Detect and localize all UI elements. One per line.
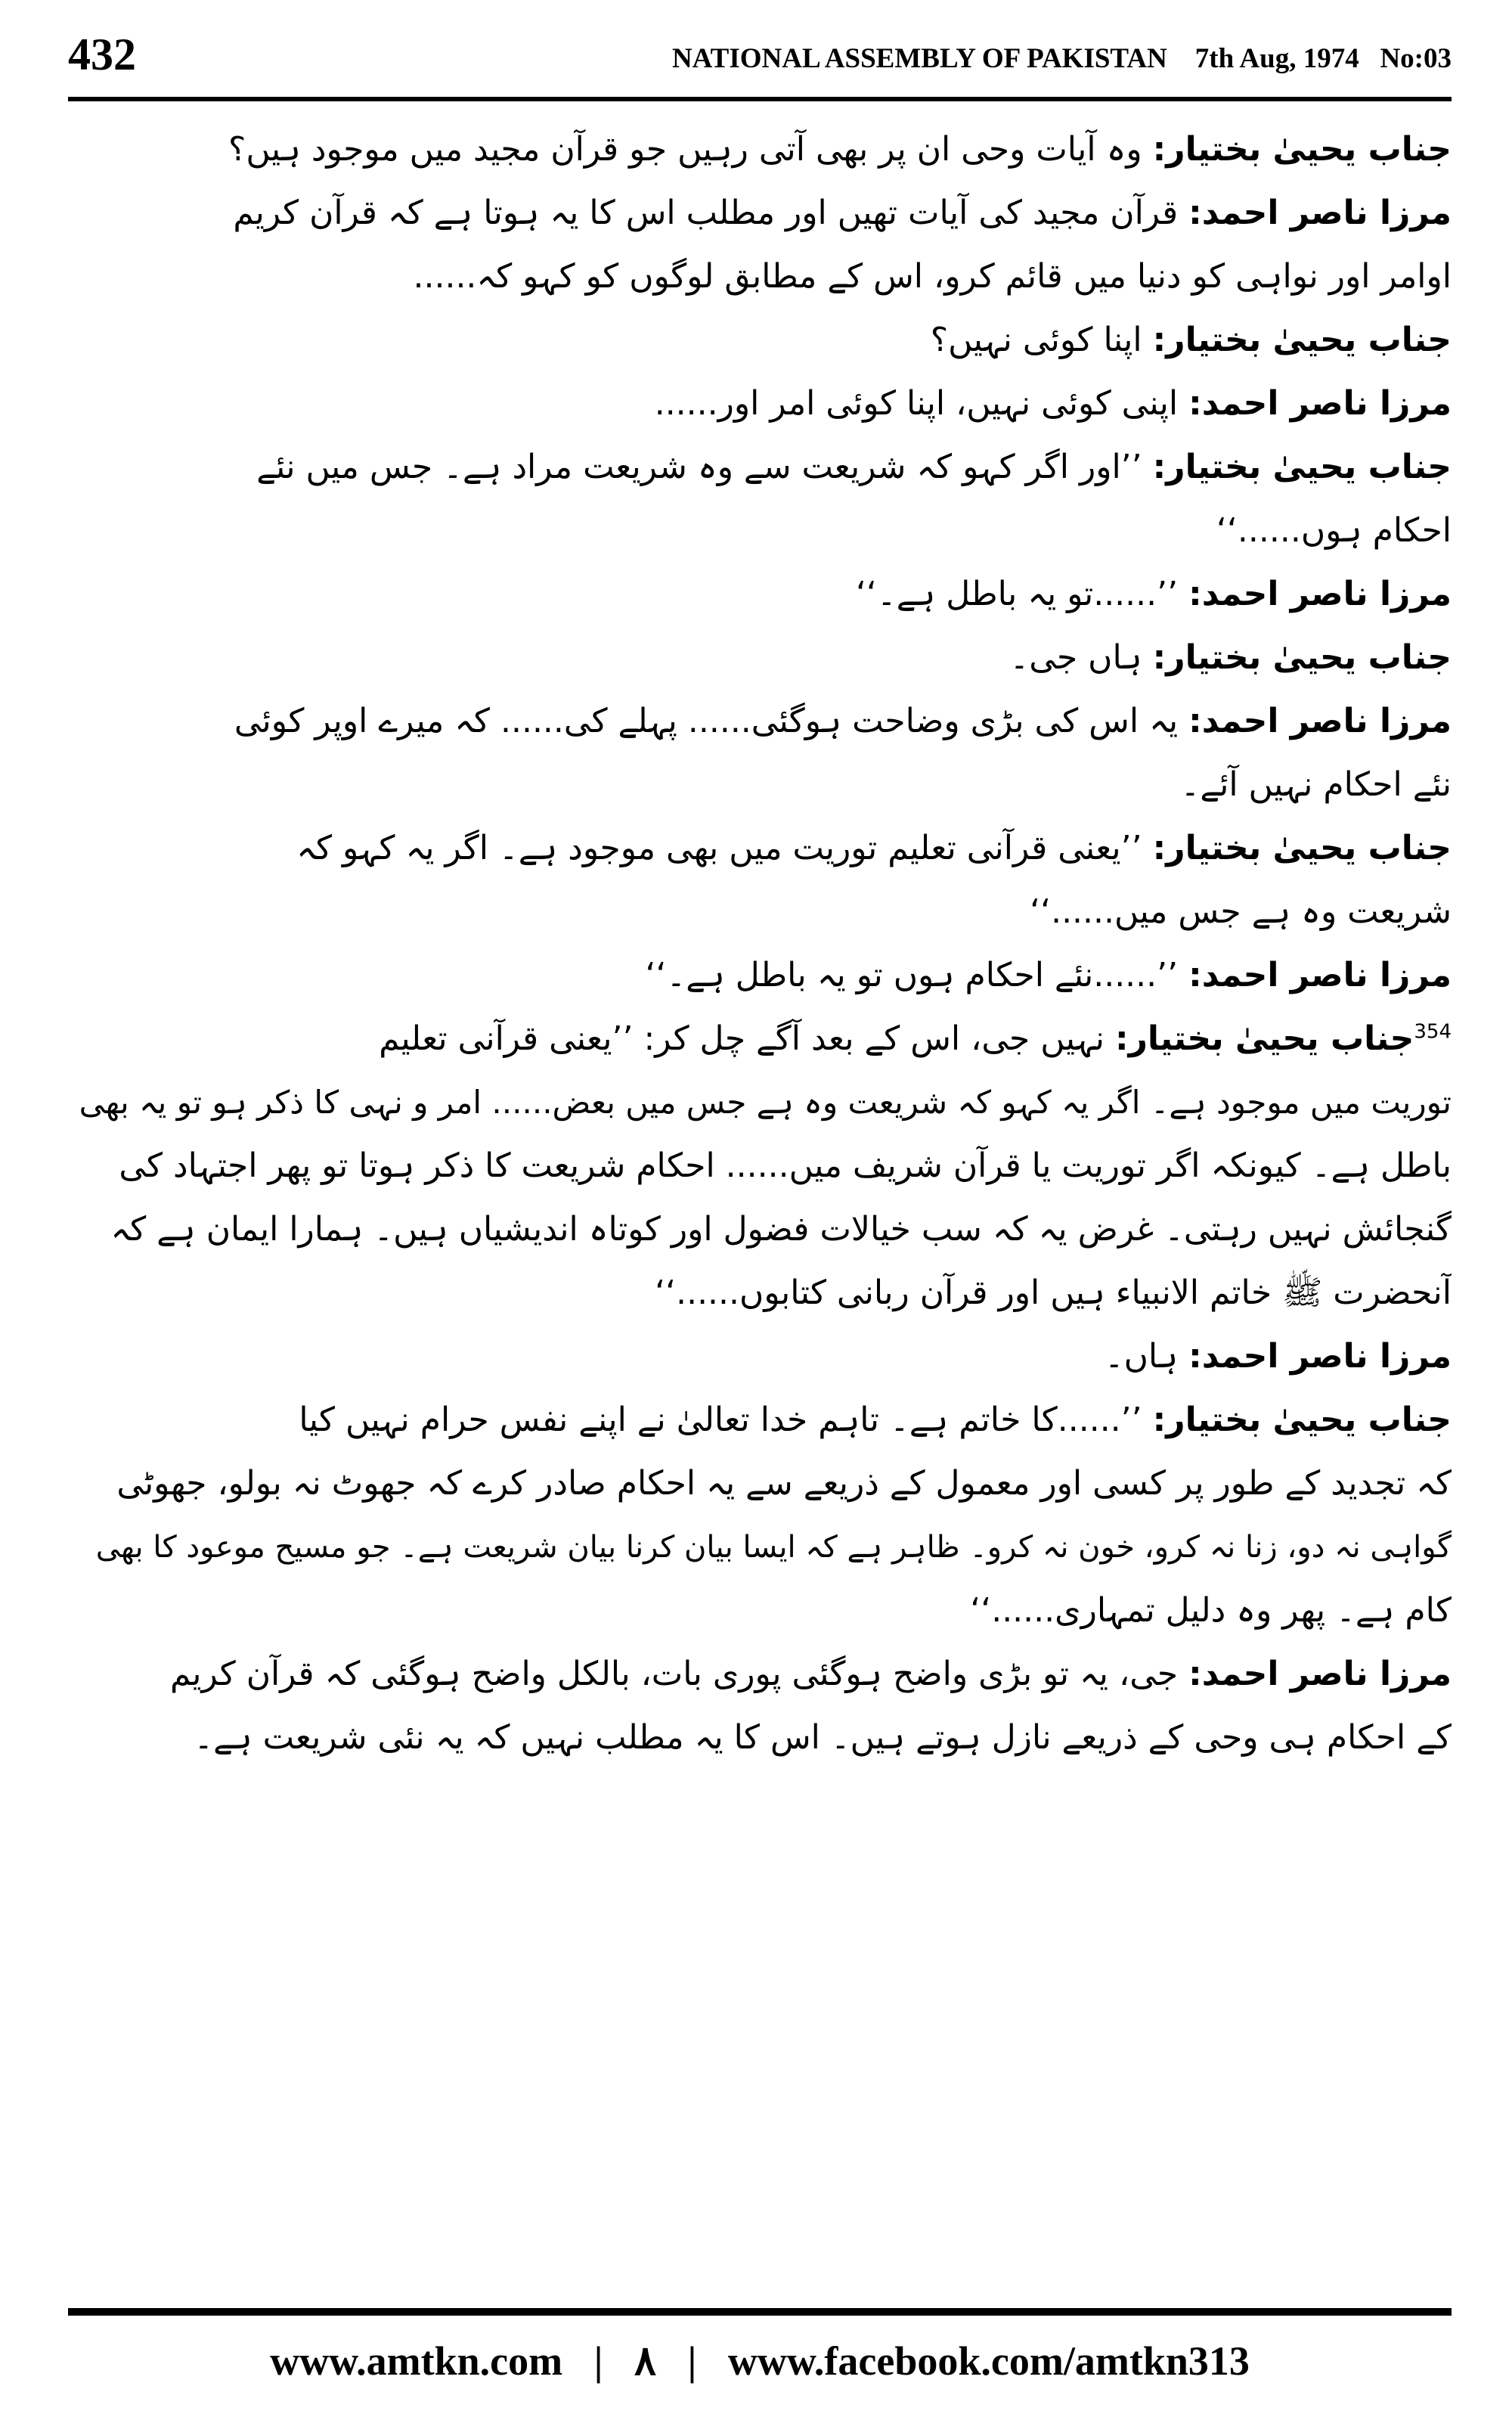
line-text: کام ہے۔ پھر وہ دلیل تمہاری......‘‘ [970, 1591, 1452, 1630]
speaker-name: مرزا ناصر احمد: [1188, 956, 1452, 994]
line-text: احکام ہوں......‘‘ [1216, 511, 1452, 550]
text-line [68, 1452, 1452, 1516]
line-text: باطل ہے۔ کیونکہ اگر توریت یا قرآن شریف میں...... احکام شریعت کا ذکر ہوتا تو پھر اجتہاد کی [119, 1146, 1452, 1185]
text-line [68, 1516, 1452, 1579]
line-text: اوامر اور نواہی کو دنیا میں قائم کرو، اس کے مطابق لوگوں کو کہو کہ...... [413, 257, 1452, 296]
text-line [68, 880, 1452, 944]
text-line [68, 372, 1452, 436]
line-text: گواہی نہ دو، زنا نہ کرو، خون نہ کرو۔ ظاہر ہے کہ ایسا بیان کرنا بیان شریعت ہے۔ جو مسیح موعود کا بھی [95, 1530, 1452, 1565]
footer-facebook-link[interactable]: www.facebook.com/amtkn313 [727, 2338, 1250, 2384]
line-text: اپنی کوئی نہیں، اپنا کوئی امر اور...... [654, 384, 1189, 423]
line-text: ’’اور اگر کہو کہ شریعت سے وہ شریعت مراد ہے۔ جس میں نئے [256, 448, 1153, 486]
line-text: قرآن مجید کی آیات تھیں اور مطلب اس کا یہ ہوتا ہے کہ قرآن کریم [233, 194, 1189, 232]
text-line [68, 245, 1452, 309]
text-line [68, 817, 1452, 880]
text-line [68, 309, 1452, 372]
running-head: NATIONAL ASSEMBLY OF PAKISTAN 7th Aug, 1974 No:03 [671, 43, 1452, 74]
text-line [68, 1071, 1452, 1134]
speaker-name: مرزا ناصر احمد: [1188, 1337, 1452, 1376]
speaker-name: جناب یحییٰ بختیار: [1152, 130, 1452, 169]
line-text: ہاں جی۔ [1009, 638, 1153, 677]
header-rule [68, 97, 1452, 101]
page-header [68, 29, 1452, 89]
footer-page-label: ٨ [634, 2338, 657, 2384]
text-line [68, 690, 1452, 753]
page-body [68, 118, 1452, 2251]
line-text: نئے احکام نہیں آئے۔ [1180, 765, 1452, 804]
line-text: گنجائش نہیں رہتی۔ غرض یہ کہ سب خیالات فضول اور کوتاہ اندیشیاں ہیں۔ ہمارا ایمان ہے کہ [110, 1210, 1452, 1249]
line-text: ’’......تو یہ باطل ہے۔‘‘ [855, 575, 1189, 613]
text-line [68, 1325, 1452, 1388]
text-line [68, 436, 1452, 499]
line-text: جی، یہ تو بڑی واضح ہوگئی پوری بات، بالکل واضح ہوگئی کہ قرآن کریم [170, 1655, 1189, 1693]
text-line [68, 1706, 1452, 1770]
text-line [68, 1579, 1452, 1643]
text-line [68, 1643, 1452, 1706]
text-line [68, 1198, 1452, 1261]
line-text: توریت میں موجود ہے۔ اگر یہ کہو کہ شریعت وہ ہے جس میں بعض...... امر و نہی کا ذکر ہو تو یہ بھی [79, 1084, 1452, 1121]
text-line [68, 1261, 1452, 1325]
line-text: اپنا کوئی نہیں؟ [930, 321, 1153, 359]
line-text: شریعت وہ ہے جس میں......‘‘ [1030, 892, 1452, 931]
line-text: ’’......کا خاتم ہے۔ تاہم خدا تعالیٰ نے اپنے نفس حرام نہیں کیا [299, 1401, 1153, 1439]
text-line [68, 753, 1452, 817]
speaker-name: جناب یحییٰ بختیار: [1152, 1401, 1452, 1439]
line-text: یہ اس کی بڑی وضاحت ہوگئی...... پہلے کی...... کہ میرے اوپر کوئی [234, 702, 1189, 740]
line-text: وہ آیات وحی ان پر بھی آتی رہیں جو قرآن مجید میں موجود ہیں؟ [228, 130, 1153, 169]
speaker-name: جناب یحییٰ بختیار: [1152, 448, 1452, 486]
speaker-name: مرزا ناصر احمد: [1188, 194, 1452, 232]
text-line [68, 1007, 1452, 1071]
speaker-name: مرزا ناصر احمد: [1188, 575, 1452, 613]
text-line [68, 944, 1452, 1007]
text-line [68, 563, 1452, 626]
page-footer [68, 2337, 1452, 2397]
text-line [68, 1388, 1452, 1452]
line-text: آنحضرت ﷺ خاتم الانبیاء ہیں اور قرآن ربانی کتابوں......‘‘ [655, 1274, 1452, 1312]
line-text: ’’......نئے احکام ہوں تو یہ باطل ہے۔‘‘ [645, 956, 1189, 994]
line-text: ہاں۔ [1104, 1337, 1189, 1376]
footer-website-link[interactable]: www.amtkn.com [270, 2338, 563, 2384]
speaker-name: جناب یحییٰ بختیار: [1152, 638, 1452, 677]
footer-separator: | [687, 2338, 697, 2384]
speaker-name: مرزا ناصر احمد: [1188, 702, 1452, 740]
speaker-name: جناب یحییٰ بختیار: [1115, 1019, 1414, 1058]
page-number: 432 [68, 29, 136, 79]
speaker-name: مرزا ناصر احمد: [1188, 1655, 1452, 1693]
speaker-name: مرزا ناصر احمد: [1188, 384, 1452, 423]
speaker-name: جناب یحییٰ بختیار: [1152, 321, 1452, 359]
text-line [68, 499, 1452, 563]
footer-separator: | [593, 2338, 603, 2384]
line-text: نہیں جی، اس کے بعد آگے چل کر: ’’یعنی قرآنی تعلیم [379, 1019, 1115, 1058]
speaker-name: جناب یحییٰ بختیار: [1152, 829, 1452, 867]
text-line [68, 182, 1452, 245]
line-text: ’’یعنی قرآنی تعلیم توریت میں بھی موجود ہے۔ اگر یہ کہو کہ [296, 829, 1153, 867]
line-text: کہ تجدید کے طور پر کسی اور معمول کے ذریعے سے یہ احکام صادر کرے کہ جھوٹ نہ بولو، جھوٹی [116, 1464, 1452, 1503]
footer-rule [68, 2308, 1452, 2316]
line-text: کے احکام ہی وحی کے ذریعے نازل ہوتے ہیں۔ اس کا یہ مطلب نہیں کہ یہ نئی شریعت ہے۔ [194, 1718, 1452, 1757]
footnote-marker: 354 [1414, 1020, 1452, 1044]
text-line [68, 118, 1452, 182]
text-line [68, 1134, 1452, 1198]
text-line [68, 626, 1452, 690]
